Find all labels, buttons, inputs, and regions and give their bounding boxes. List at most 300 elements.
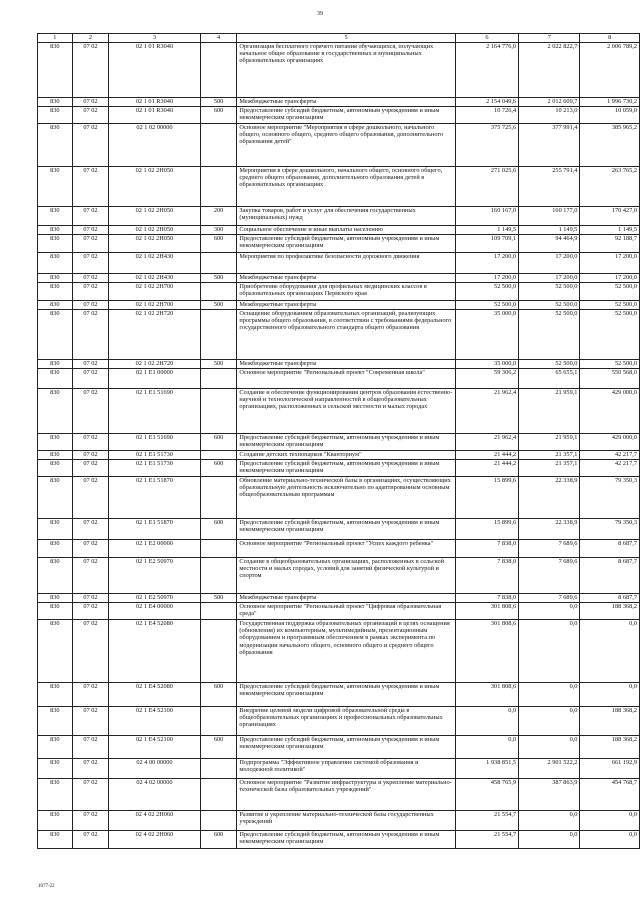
col-code-cell: 830: [38, 434, 73, 451]
col-year2-cell: 0,0: [519, 603, 580, 620]
table-row: [38, 779, 640, 811]
table-row: [38, 310, 640, 360]
header-row: [38, 34, 640, 43]
table-row: [38, 301, 640, 310]
col-year3-cell: 8 687,7: [580, 594, 640, 603]
col-name-cell: Предоставление субсидий бюджетным, автономным учреждениям и иным некоммерческим организациям: [237, 460, 455, 477]
col-year2-cell: 7 689,6: [519, 558, 580, 594]
col-section-cell: 07 02: [72, 253, 108, 274]
col-type-cell: [200, 759, 237, 779]
col-name-cell: Предоставление субсидий бюджетным, автономным учреждениям и иным некоммерческим организациям: [237, 683, 455, 707]
col-code-cell: 830: [38, 736, 73, 759]
col-name-cell: Создание и обеспечение функционирования центров образования естественно-научной и технологической направленностей в общеобразовательных организациях, расположенных в сельской местности и малых городах: [237, 389, 455, 434]
col-type-cell: 600: [200, 683, 237, 707]
col-name-cell: Основное мероприятие "Региональный проект "Успех каждого ребенка": [237, 540, 455, 558]
col-year3-cell: 1 996 730,2: [580, 98, 640, 107]
header-col-year1: 6: [455, 34, 518, 43]
col-code-cell: 830: [38, 253, 73, 274]
col-year3-cell: 454 768,7: [580, 779, 640, 811]
col-year3-cell: 429 000,0: [580, 434, 640, 451]
col-year2-cell: 0,0: [519, 736, 580, 759]
col-target-cell: 02 1 E1 51870: [109, 519, 201, 540]
table-row: [38, 603, 640, 620]
col-name-cell: Межбюджетные трансферты: [237, 274, 455, 283]
col-target-cell: 02 1 02 2Н050: [109, 207, 201, 226]
col-target-cell: 02 1 02 2Н050: [109, 235, 201, 253]
col-target-cell: 02 1 02 2Н430: [109, 253, 201, 274]
col-code-cell: 830: [38, 226, 73, 235]
col-type-cell: [200, 369, 237, 389]
col-year3-cell: 188 368,2: [580, 603, 640, 620]
col-code-cell: 830: [38, 283, 73, 301]
col-year3-cell: 42 217,7: [580, 451, 640, 460]
col-year1-cell: 7 838,0: [455, 540, 518, 558]
col-year2-cell: 0,0: [519, 683, 580, 707]
col-year3-cell: 550 568,0: [580, 369, 640, 389]
col-code-cell: 830: [38, 540, 73, 558]
col-type-cell: [200, 167, 237, 207]
table-body: [38, 43, 640, 849]
col-year1-cell: 35 000,0: [455, 310, 518, 360]
col-name-cell: Предоставление субсидий бюджетным, автономным учреждениям и иным некоммерческим организациям: [237, 434, 455, 451]
table-row: [38, 167, 640, 207]
col-target-cell: 02 1 E1 00000: [109, 369, 201, 389]
col-type-cell: 500: [200, 360, 237, 369]
table-row: [38, 736, 640, 759]
col-year3-cell: 429 000,0: [580, 389, 640, 434]
col-target-cell: 02 1 02 2Н430: [109, 274, 201, 283]
col-type-cell: [200, 811, 237, 831]
col-year1-cell: 21 554,7: [455, 811, 518, 831]
col-year1-cell: 271 025,6: [455, 167, 518, 207]
col-section-cell: 07 02: [72, 310, 108, 360]
col-year1-cell: 15 899,6: [455, 477, 518, 519]
table-row: [38, 124, 640, 167]
header-col-name: 5: [237, 34, 455, 43]
col-type-cell: 600: [200, 107, 237, 124]
col-year1-cell: 21 962,4: [455, 389, 518, 434]
table-row: [38, 253, 640, 274]
col-target-cell: 02 4 02 2Н060: [109, 811, 201, 831]
col-name-cell: Основное мероприятие "Развитие инфраструктуры и укрепление материально-технической базы образовательных учреждений": [237, 779, 455, 811]
col-year2-cell: 52 500,0: [519, 310, 580, 360]
col-section-cell: 07 02: [72, 460, 108, 477]
col-year1-cell: 7 838,0: [455, 594, 518, 603]
col-section-cell: 07 02: [72, 477, 108, 519]
col-section-cell: 07 02: [72, 434, 108, 451]
table-row: [38, 283, 640, 301]
table-row: [38, 235, 640, 253]
col-section-cell: 07 02: [72, 360, 108, 369]
col-year3-cell: 10 059,0: [580, 107, 640, 124]
table-row: [38, 107, 640, 124]
col-code-cell: 830: [38, 519, 73, 540]
col-year1-cell: 375 725,6: [455, 124, 518, 167]
col-type-cell: 500: [200, 98, 237, 107]
col-year3-cell: 52 500,0: [580, 301, 640, 310]
col-name-cell: Предоставление субсидий бюджетным, автономным учреждениям и иным некоммерческим организациям: [237, 107, 455, 124]
table-row: [38, 226, 640, 235]
col-year3-cell: 2 006 789,2: [580, 43, 640, 98]
col-name-cell: Межбюджетные трансферты: [237, 360, 455, 369]
col-year1-cell: 2 164 776,0: [455, 43, 518, 98]
col-year3-cell: 42 217,7: [580, 460, 640, 477]
table-row: [38, 831, 640, 849]
col-section-cell: 07 02: [72, 451, 108, 460]
col-name-cell: Предоставление субсидий бюджетным, автономным учреждениям и иным некоммерческим организациям: [237, 831, 455, 849]
table-row: [38, 98, 640, 107]
col-type-cell: [200, 451, 237, 460]
col-target-cell: 02 1 E2 50970: [109, 594, 201, 603]
col-year1-cell: 35 000,0: [455, 360, 518, 369]
col-type-cell: 500: [200, 301, 237, 310]
col-target-cell: 02 1 E2 50970: [109, 558, 201, 594]
col-year3-cell: 8 687,7: [580, 558, 640, 594]
col-type-cell: 600: [200, 736, 237, 759]
col-code-cell: 830: [38, 451, 73, 460]
col-type-cell: 600: [200, 460, 237, 477]
col-name-cell: Подпрограмма "Эффективное управление системой образования и молодежной политикой": [237, 759, 455, 779]
col-year1-cell: 301 808,6: [455, 620, 518, 683]
col-type-cell: 500: [200, 274, 237, 283]
col-name-cell: Мероприятия по профилактике безопасности дорожного движения: [237, 253, 455, 274]
col-year1-cell: 21 962,4: [455, 434, 518, 451]
col-target-cell: 02 4 02 00000: [109, 779, 201, 811]
col-section-cell: 07 02: [72, 831, 108, 849]
col-code-cell: 830: [38, 683, 73, 707]
col-name-cell: Мероприятия в сфере дошкольного, начального общего, основного общего, среднего общего образования, дополнительного образования детей в образовательных организациях: [237, 167, 455, 207]
footer-code: 1077-22: [38, 884, 55, 889]
col-target-cell: 02 1 02 00000: [109, 124, 201, 167]
col-code-cell: 830: [38, 620, 73, 683]
col-year3-cell: 92 188,7: [580, 235, 640, 253]
col-name-cell: Создание детских технопарков "Кванториум": [237, 451, 455, 460]
col-target-cell: 02 1 02 2Н700: [109, 301, 201, 310]
col-type-cell: [200, 253, 237, 274]
col-year1-cell: 109 709,1: [455, 235, 518, 253]
col-type-cell: [200, 558, 237, 594]
col-type-cell: [200, 124, 237, 167]
col-section-cell: 07 02: [72, 603, 108, 620]
col-year1-cell: 160 167,0: [455, 207, 518, 226]
col-target-cell: 02 1 01 R3040: [109, 107, 201, 124]
col-year3-cell: 661 192,9: [580, 759, 640, 779]
col-code-cell: 830: [38, 369, 73, 389]
col-year2-cell: 17 200,0: [519, 274, 580, 283]
col-target-cell: 02 1 E4 00000: [109, 603, 201, 620]
col-year1-cell: 0,0: [455, 736, 518, 759]
col-section-cell: 07 02: [72, 98, 108, 107]
col-code-cell: 830: [38, 603, 73, 620]
col-section-cell: 07 02: [72, 107, 108, 124]
col-target-cell: 02 1 02 2Н050: [109, 167, 201, 207]
col-type-cell: [200, 283, 237, 301]
col-year2-cell: 0,0: [519, 620, 580, 683]
table-row: [38, 540, 640, 558]
col-year3-cell: 188 368,2: [580, 736, 640, 759]
col-type-cell: [200, 707, 237, 736]
table-row: [38, 477, 640, 519]
table-row: [38, 389, 640, 434]
col-year2-cell: 2 022 822,7: [519, 43, 580, 98]
col-name-cell: Создание в общеобразовательных организациях, расположенных в сельской местности и малых городах, условий для занятий физической культурой и спортом: [237, 558, 455, 594]
col-name-cell: Основное мероприятие "Мероприятия в сфере дошкольного, начального общего, основного общего, среднего общего образования, дополнительного образования детей": [237, 124, 455, 167]
col-year2-cell: 21 357,1: [519, 460, 580, 477]
col-name-cell: Предоставление субсидий бюджетным, автономным учреждениям и иным некоммерческим организациям: [237, 736, 455, 759]
col-year1-cell: 2 154 049,6: [455, 98, 518, 107]
col-code-cell: 830: [38, 124, 73, 167]
col-year1-cell: 59 306,2: [455, 369, 518, 389]
col-name-cell: Закупка товаров, работ и услуг для обеспечения государственных (муниципальных) нужд: [237, 207, 455, 226]
col-year3-cell: 17 200,0: [580, 253, 640, 274]
col-section-cell: 07 02: [72, 558, 108, 594]
col-name-cell: Социальное обеспечение и иные выплаты населению: [237, 226, 455, 235]
col-code-cell: 830: [38, 389, 73, 434]
col-type-cell: [200, 43, 237, 98]
col-type-cell: [200, 603, 237, 620]
col-target-cell: 02 1 01 R3040: [109, 43, 201, 98]
col-target-cell: 02 1 E4 52100: [109, 736, 201, 759]
col-target-cell: 02 1 02 2Н050: [109, 226, 201, 235]
col-code-cell: 830: [38, 301, 73, 310]
col-type-cell: 600: [200, 831, 237, 849]
table-row: [38, 274, 640, 283]
header-col-year3: 8: [580, 34, 640, 43]
col-year2-cell: 65 655,1: [519, 369, 580, 389]
col-code-cell: 830: [38, 811, 73, 831]
col-year3-cell: 0,0: [580, 683, 640, 707]
col-year2-cell: 160 177,0: [519, 207, 580, 226]
col-year2-cell: 7 689,6: [519, 594, 580, 603]
col-target-cell: 02 1 E1 51690: [109, 434, 201, 451]
col-target-cell: 02 1 E1 51870: [109, 477, 201, 519]
col-section-cell: 07 02: [72, 369, 108, 389]
col-type-cell: [200, 620, 237, 683]
col-code-cell: 830: [38, 477, 73, 519]
col-code-cell: 830: [38, 274, 73, 283]
col-section-cell: 07 02: [72, 167, 108, 207]
col-year2-cell: 1 149,5: [519, 226, 580, 235]
col-target-cell: 02 1 E4 52080: [109, 620, 201, 683]
table-row: [38, 558, 640, 594]
col-year2-cell: 21 959,1: [519, 389, 580, 434]
col-code-cell: 830: [38, 831, 73, 849]
col-year2-cell: 387 863,9: [519, 779, 580, 811]
col-code-cell: 830: [38, 360, 73, 369]
col-year3-cell: 385 965,2: [580, 124, 640, 167]
col-year2-cell: 7 689,6: [519, 540, 580, 558]
col-target-cell: 02 1 E4 52100: [109, 707, 201, 736]
col-name-cell: Основное мероприятие "Региональный проект "Современная школа": [237, 369, 455, 389]
table-row: [38, 434, 640, 451]
col-target-cell: 02 1 E4 52080: [109, 683, 201, 707]
col-year2-cell: 0,0: [519, 707, 580, 736]
table-row: [38, 369, 640, 389]
col-year2-cell: 377 991,4: [519, 124, 580, 167]
col-section-cell: 07 02: [72, 235, 108, 253]
col-section-cell: 07 02: [72, 226, 108, 235]
col-section-cell: 07 02: [72, 779, 108, 811]
col-name-cell: Предоставление субсидий бюджетным, автономным учреждениям и иным некоммерческим организациям: [237, 235, 455, 253]
col-code-cell: 830: [38, 558, 73, 594]
col-year1-cell: 7 838,0: [455, 558, 518, 594]
col-target-cell: 02 1 E1 51690: [109, 389, 201, 434]
col-code-cell: 830: [38, 759, 73, 779]
table-row: [38, 683, 640, 707]
col-name-cell: Приобретение оборудования для профильных медицинских классов в образовательных организациях Пермского края: [237, 283, 455, 301]
col-section-cell: 07 02: [72, 301, 108, 310]
col-section-cell: 07 02: [72, 207, 108, 226]
col-year3-cell: 0,0: [580, 831, 640, 849]
col-section-cell: 07 02: [72, 540, 108, 558]
col-name-cell: Межбюджетные трансферты: [237, 301, 455, 310]
col-code-cell: 830: [38, 107, 73, 124]
header-col-year2: 7: [519, 34, 580, 43]
col-section-cell: 07 02: [72, 124, 108, 167]
col-year2-cell: 21 959,1: [519, 434, 580, 451]
col-year2-cell: 2 901 522,2: [519, 759, 580, 779]
col-section-cell: 07 02: [72, 620, 108, 683]
col-target-cell: 02 1 E2 00000: [109, 540, 201, 558]
col-year3-cell: 17 200,0: [580, 274, 640, 283]
col-year1-cell: 1 938 851,5: [455, 759, 518, 779]
col-type-cell: 300: [200, 226, 237, 235]
col-type-cell: [200, 540, 237, 558]
col-type-cell: [200, 310, 237, 360]
col-code-cell: 830: [38, 98, 73, 107]
table-row: [38, 460, 640, 477]
table-row: [38, 594, 640, 603]
table-row: [38, 451, 640, 460]
col-type-cell: 600: [200, 434, 237, 451]
col-year2-cell: 2 012 609,7: [519, 98, 580, 107]
col-code-cell: 830: [38, 235, 73, 253]
col-year3-cell: 52 500,0: [580, 310, 640, 360]
col-year2-cell: 17 200,0: [519, 253, 580, 274]
col-code-cell: 830: [38, 207, 73, 226]
col-target-cell: 02 1 E1 51730: [109, 451, 201, 460]
col-section-cell: 07 02: [72, 683, 108, 707]
col-year3-cell: 52 500,0: [580, 283, 640, 301]
col-year2-cell: 22 338,9: [519, 519, 580, 540]
col-name-cell: Межбюджетные трансферты: [237, 98, 455, 107]
col-year2-cell: 22 338,9: [519, 477, 580, 519]
col-code-cell: 830: [38, 707, 73, 736]
col-year2-cell: 0,0: [519, 811, 580, 831]
col-target-cell: 02 1 01 R3040: [109, 98, 201, 107]
col-year3-cell: 1 149,5: [580, 226, 640, 235]
col-year2-cell: 52 500,0: [519, 283, 580, 301]
col-target-cell: 02 1 E1 51730: [109, 460, 201, 477]
col-name-cell: Оснащение оборудованием образовательных организаций, реализующих программы общего образования, в соответствии с требованиями федерального государственного образовательного стандарта общего образования: [237, 310, 455, 360]
col-target-cell: 02 1 02 2Н700: [109, 283, 201, 301]
col-year1-cell: 15 899,6: [455, 519, 518, 540]
col-name-cell: Основное мероприятие "Региональный проект "Цифровая образовательная среда": [237, 603, 455, 620]
col-section-cell: 07 02: [72, 759, 108, 779]
col-year1-cell: 21 444,2: [455, 460, 518, 477]
table-row: [38, 207, 640, 226]
col-year3-cell: 52 500,0: [580, 360, 640, 369]
col-year3-cell: 188 368,2: [580, 707, 640, 736]
header-col-code: 1: [38, 34, 73, 43]
budget-table: [37, 33, 640, 849]
table-row: [38, 811, 640, 831]
col-year2-cell: 94 464,9: [519, 235, 580, 253]
col-target-cell: 02 1 02 2Н720: [109, 360, 201, 369]
col-type-cell: 600: [200, 235, 237, 253]
col-year2-cell: 21 357,1: [519, 451, 580, 460]
col-name-cell: Организация бесплатного горячего питания обучающихся, получающих начальное общее образование в государственных и муниципальных образовательных организациях: [237, 43, 455, 98]
col-section-cell: 07 02: [72, 811, 108, 831]
col-year3-cell: 0,0: [580, 620, 640, 683]
col-name-cell: Обновление материально-технической базы в организациях, осуществляющих образовательную деятельность исключительно по адаптированным основным общеобразовательным программам: [237, 477, 455, 519]
col-year3-cell: 79 350,3: [580, 519, 640, 540]
col-section-cell: 07 02: [72, 707, 108, 736]
col-name-cell: Внедрение целевой модели цифровой образовательной среды в общеобразовательных организациях и профессиональных образовательных организациях: [237, 707, 455, 736]
table-row: [38, 620, 640, 683]
col-section-cell: 07 02: [72, 43, 108, 98]
col-year3-cell: 0,0: [580, 811, 640, 831]
table-row: [38, 759, 640, 779]
col-year2-cell: 52 500,0: [519, 301, 580, 310]
col-year2-cell: 52 500,0: [519, 360, 580, 369]
col-target-cell: 02 4 00 00000: [109, 759, 201, 779]
col-year3-cell: 170 427,0: [580, 207, 640, 226]
col-section-cell: 07 02: [72, 519, 108, 540]
col-year1-cell: 21 444,2: [455, 451, 518, 460]
col-type-cell: [200, 779, 237, 811]
col-year1-cell: 21 554,7: [455, 831, 518, 849]
col-name-cell: Государственная поддержка образовательных организаций в целях оснащения (обновления) их компьютерным, мультимедийным, презентационным оборудованием и программным обеспечением в рамках эксперимента по модернизации начального общего, основного общего и среднего общего образования: [237, 620, 455, 683]
col-year1-cell: 52 500,0: [455, 283, 518, 301]
col-year1-cell: 458 765,9: [455, 779, 518, 811]
col-year3-cell: 8 687,7: [580, 540, 640, 558]
col-year1-cell: 17 200,0: [455, 274, 518, 283]
col-type-cell: 500: [200, 594, 237, 603]
col-type-cell: [200, 389, 237, 434]
col-year1-cell: 0,0: [455, 707, 518, 736]
col-section-cell: 07 02: [72, 274, 108, 283]
col-code-cell: 830: [38, 779, 73, 811]
table-row: [38, 360, 640, 369]
table-row: [38, 43, 640, 98]
table-row: [38, 519, 640, 540]
col-name-cell: Межбюджетные трансферты: [237, 594, 455, 603]
col-year1-cell: 17 200,0: [455, 253, 518, 274]
col-target-cell: 02 1 02 2Н720: [109, 310, 201, 360]
col-year2-cell: 255 791,4: [519, 167, 580, 207]
col-year3-cell: 79 350,3: [580, 477, 640, 519]
page-number: 39: [317, 11, 323, 17]
col-code-cell: 830: [38, 167, 73, 207]
col-section-cell: 07 02: [72, 389, 108, 434]
col-name-cell: Предоставление субсидий бюджетным, автономным учреждениям и иным некоммерческим организациям: [237, 519, 455, 540]
col-code-cell: 830: [38, 43, 73, 98]
col-code-cell: 830: [38, 310, 73, 360]
col-year2-cell: 10 213,0: [519, 107, 580, 124]
col-section-cell: 07 02: [72, 736, 108, 759]
col-section-cell: 07 02: [72, 594, 108, 603]
col-year2-cell: 0,0: [519, 831, 580, 849]
col-year1-cell: 301 808,6: [455, 683, 518, 707]
col-type-cell: 200: [200, 207, 237, 226]
header-col-target: 3: [109, 34, 201, 43]
header-col-section: 2: [72, 34, 108, 43]
col-name-cell: Развитие и укрепление материально-технической базы государственных учреждений: [237, 811, 455, 831]
col-year3-cell: 263 765,2: [580, 167, 640, 207]
col-target-cell: 02 4 02 2Н060: [109, 831, 201, 849]
col-year1-cell: 1 149,5: [455, 226, 518, 235]
